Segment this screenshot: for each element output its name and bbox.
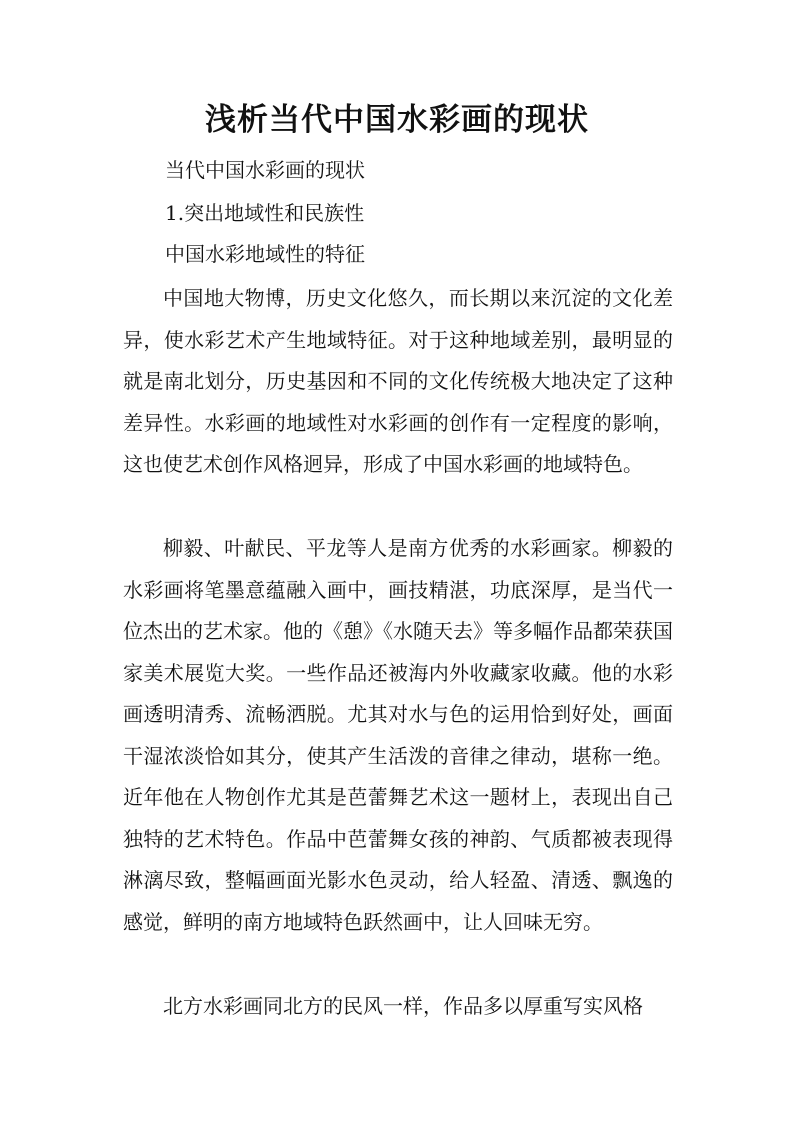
body-paragraph: 北方水彩画同北方的民风一样，作品多以厚重写实风格: [163, 994, 643, 1018]
document-title: 浅析当代中国水彩画的现状: [205, 102, 589, 138]
body-paragraph: 中国地大物博，历史文化悠久，而长期以来沉淀的文化差异，使水彩艺术产生地域特征。对于这种地域差别，最明显的就是南北划分，历史基因和不同的文化传统极大地决定了这种差异性。水彩画的地域性对水彩画的创作有一定程度的影响，这也使艺术创作风格迥异，形成了中国水彩画的地域特色。: [123, 286, 673, 476]
sub-subsection-heading: 中国水彩地域性的特征: [165, 242, 365, 266]
body-paragraph: 柳毅、叶献民、平龙等人是南方优秀的水彩画家。柳毅的水彩画将笔墨意蕴融入画中，画技精湛，功底深厚，是当代一位杰出的艺术家。他的《憩》《水随天去》等多幅作品都荣获国家美术展览大奖。一些作品还被海内外收藏家收藏。他的水彩画透明清秀、流畅洒脱。尤其对水与色的运用恰到好处，画面干湿浓淡恰如其分，使其产生活泼的音律之律动，堪称一绝。近年他在人物创作尤其是芭蕾舞艺术这一题材上，表现出自己独特的艺术特色。作品中芭蕾舞女孩的神韵、气质都被表现得淋漓尽致，整幅画面光影水色灵动，给人轻盈、清透、飘逸的感觉，鲜明的南方地域特色跃然画中，让人回味无穷。: [123, 536, 673, 934]
subsection-heading: 1.突出地域性和民族性: [165, 201, 365, 225]
section-heading: 当代中国水彩画的现状: [165, 158, 365, 182]
